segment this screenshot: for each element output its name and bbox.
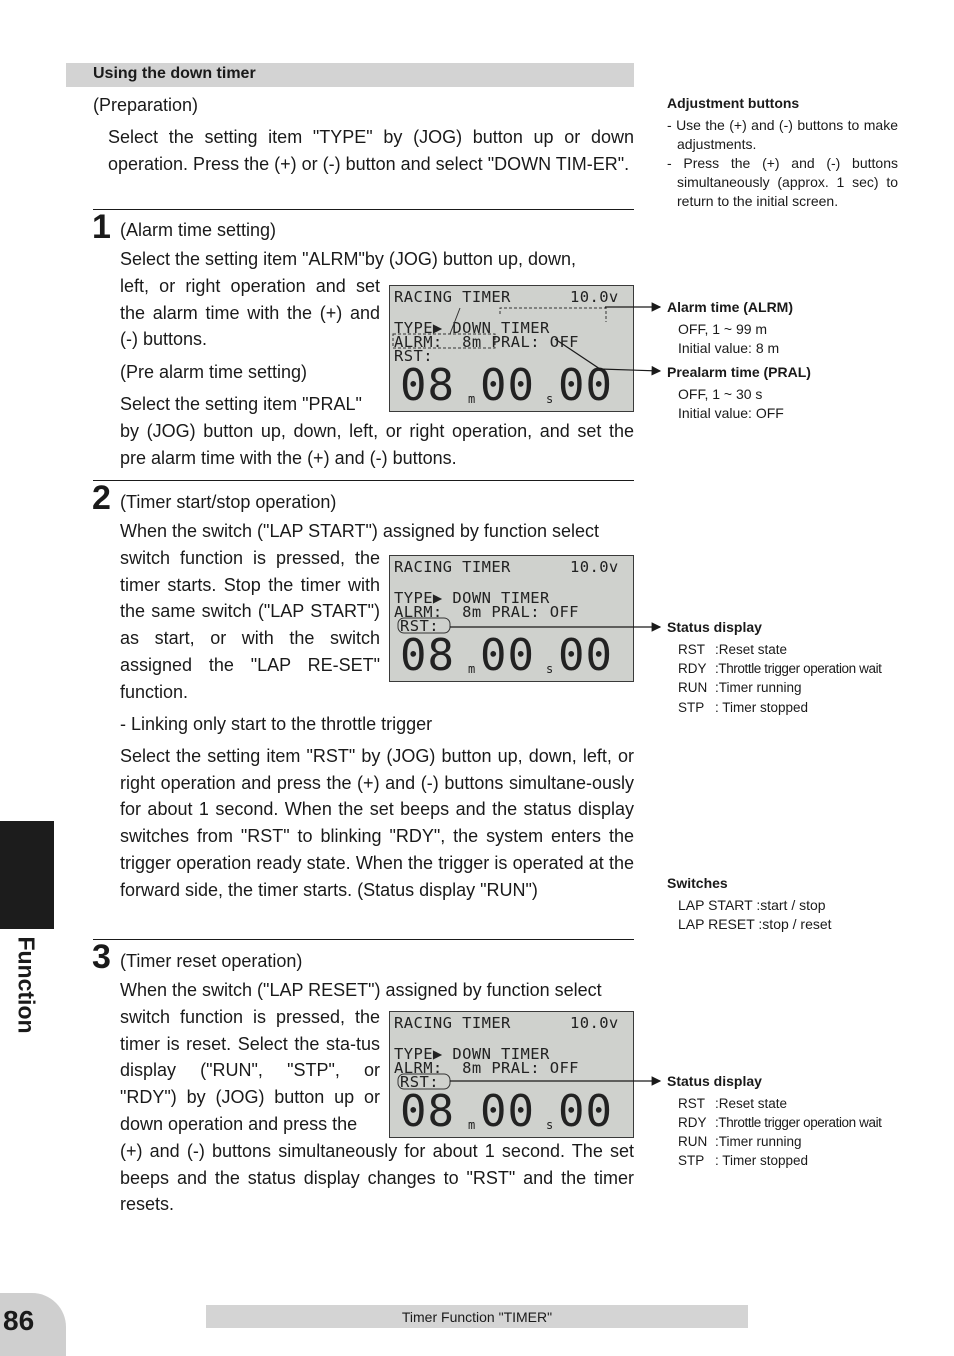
status-code-rdy: RDY	[678, 661, 707, 676]
lcd-voltage: 10.0v	[570, 558, 619, 576]
step-1-heading: (Alarm time setting)	[120, 220, 277, 240]
status-desc-run: :Timer running	[715, 1134, 802, 1149]
lcd-type-line: TYPE▶ DOWN TIMER	[394, 589, 550, 607]
step-3-rule	[93, 939, 634, 940]
switch-lap-start: LAP START :start / stop	[678, 897, 826, 913]
lcd-alrm-line: ALRM: 8m PRAL: OFF	[394, 603, 579, 621]
footer-text: Timer Function "TIMER"	[401, 1309, 553, 1325]
lcd-centiseconds: 00	[558, 630, 613, 681]
lcd-rst: RST:	[394, 347, 433, 365]
switch-lap-reset: LAP RESET :stop / reset	[678, 916, 832, 932]
step-1-rule	[93, 209, 634, 210]
lcd-type-line: TYPE▶ DOWN TIMER	[394, 1045, 550, 1063]
lcd-alrm-line: ALRM: 8m PRAL: OFF	[394, 1059, 579, 1077]
lcd-unit-s: s	[546, 392, 554, 406]
status-code-rst: RST	[678, 1096, 705, 1111]
lcd-minutes: 08	[400, 630, 455, 681]
alarm-initial: Initial value: 8 m	[678, 340, 780, 356]
lcd-centiseconds: 00	[558, 360, 613, 411]
status-desc-rdy: :Throttle trigger operation wait	[715, 661, 882, 676]
step-3-narrow-text: switch function is pressed, the timer is reset. Select the sta-tus display ("RUN", "STP", or "RDY") by (JOG) button up or down operation and press the	[120, 1007, 380, 1134]
lcd-minutes: 08	[400, 360, 455, 411]
step-2-number: 2	[92, 479, 111, 517]
status-code-rdy: RDY	[678, 1115, 707, 1130]
lcd-screen-1	[389, 285, 634, 412]
adjust-item-2: - Press the (+) and (-) buttons simultaneously (approx. 1 sec) to return to the initial screen.	[667, 155, 898, 209]
adjust-item-1: - Use the (+) and (-) buttons to make adjustments.	[667, 117, 898, 152]
status-heading: Status display	[667, 1073, 762, 1089]
lcd-voltage: 10.0v	[570, 1014, 619, 1032]
page-number: 86	[3, 1305, 35, 1336]
section-side-label: Function	[13, 936, 40, 1034]
switches-heading: Switches	[667, 875, 728, 891]
lcd-centiseconds: 00	[558, 1086, 613, 1137]
status-code-stp: STP	[678, 1153, 705, 1168]
lcd-unit-s: s	[546, 662, 554, 676]
step-1-line: Select the setting item "ALRM"by (JOG) button up, down,	[120, 249, 576, 269]
lcd-3-highlight-marks	[390, 1012, 635, 1139]
step-3-line: When the switch ("LAP RESET") assigned by function select	[120, 980, 602, 1000]
status-desc-rst: :Reset state	[715, 642, 788, 657]
lcd-unit-s: s	[546, 1118, 554, 1132]
preparation-text: Select the setting item "TYPE" by (JOG) button up or down operation. Press the (+) or (-) button and select "DOWN TIM-ER".	[108, 127, 634, 174]
status-desc-stp: : Timer stopped	[715, 700, 809, 715]
lcd-title: RACING TIMER	[394, 1014, 511, 1032]
step-1-narrow-text: left, or right operation and set the alarm time with the (+) and (-) buttons.	[120, 276, 380, 350]
lcd-seconds: 00	[480, 360, 535, 411]
lcd-alrm-line: ALRM: 8m PRAL: OFF	[394, 333, 579, 351]
lcd-type-line: TYPE▶ DOWN TIMER	[394, 319, 550, 337]
status-code-run: RUN	[678, 1134, 708, 1149]
status-code-rst: RST	[678, 642, 705, 657]
status-code-stp: STP	[678, 700, 705, 715]
lcd-seconds: 00	[480, 1086, 535, 1137]
lcd-unit-m: m	[468, 1118, 476, 1132]
status-desc-stp: : Timer stopped	[715, 1153, 809, 1168]
prealarm-range: OFF, 1 ~ 30 s	[678, 386, 763, 402]
lcd-minutes: 08	[400, 1086, 455, 1137]
step-1-tail-text: by (JOG) button up, down, left, or right operation, and set the pre alarm time with the (+) and (-) buttons.	[120, 421, 634, 468]
status-desc-rdy: :Throttle trigger operation wait	[715, 1115, 882, 1130]
section-title: Using the down timer	[93, 65, 256, 82]
lcd-voltage: 10.0v	[570, 288, 619, 306]
step-3-heading: (Timer reset operation)	[120, 951, 303, 971]
step-2-rule	[93, 480, 634, 481]
lcd-unit-m: m	[468, 392, 476, 406]
status-code-run: RUN	[678, 680, 708, 695]
preparation-label: (Preparation)	[93, 95, 199, 115]
lcd-2-highlight-marks	[390, 556, 635, 683]
lcd-unit-m: m	[468, 662, 476, 676]
step-1-narrow-text-2: Select the setting item "PRAL"	[120, 394, 362, 414]
prealarm-initial: Initial value: OFF	[678, 405, 784, 421]
alarm-heading: Alarm time (ALRM)	[667, 299, 794, 315]
lcd-1-highlight-marks	[390, 286, 635, 413]
step-3-number: 3	[92, 938, 111, 976]
prealarm-heading: Prealarm time (PRAL)	[667, 364, 811, 380]
step-2-heading: (Timer start/stop operation)	[120, 492, 337, 512]
step-2-line: When the switch ("LAP START") assigned by function select	[120, 521, 599, 541]
adjust-heading: Adjustment buttons	[667, 95, 800, 111]
status-heading: Status display	[667, 619, 762, 635]
step-2-subheading: - Linking only start to the throttle trigger	[120, 714, 433, 734]
status-desc-run: :Timer running	[715, 680, 802, 695]
lcd-title: RACING TIMER	[394, 558, 511, 576]
step-2-tail-text: Select the setting item "RST" by (JOG) button up, down, left, or right operation and press the (+) and (-) buttons simultane-ously for about 1 second. When the set beeps and the status display switches from "RST" to blinking "RDY", the system enters the trigger operation ready state. When the trigger is operated at the forward side, the timer starts. (Status display "RUN")	[120, 746, 634, 900]
lcd-rst: RST:	[400, 617, 439, 635]
lcd-title: RACING TIMER	[394, 288, 511, 306]
lcd-seconds: 00	[480, 630, 535, 681]
step-1-subheading: (Pre alarm time setting)	[120, 362, 308, 382]
lcd-screen-2	[389, 555, 634, 682]
section-side-tab	[0, 821, 54, 929]
lcd-screen-3	[389, 1011, 634, 1138]
step-3-tail-text: (+) and (-) buttons simultaneously for about 1 second. The set beeps and the status display changes to "RST" and the timer resets.	[120, 1141, 634, 1215]
step-2-narrow-text: switch function is pressed, the timer starts. Stop the timer with the same switch ("LAP START") as start, or with the switch assigned the "LAP RE-SET" function.	[120, 548, 380, 702]
step-1-number: 1	[92, 208, 111, 246]
status-desc-rst: :Reset state	[715, 1096, 788, 1111]
alarm-range: OFF, 1 ~ 99 m	[678, 321, 768, 337]
lcd-rst: RST:	[400, 1073, 439, 1091]
